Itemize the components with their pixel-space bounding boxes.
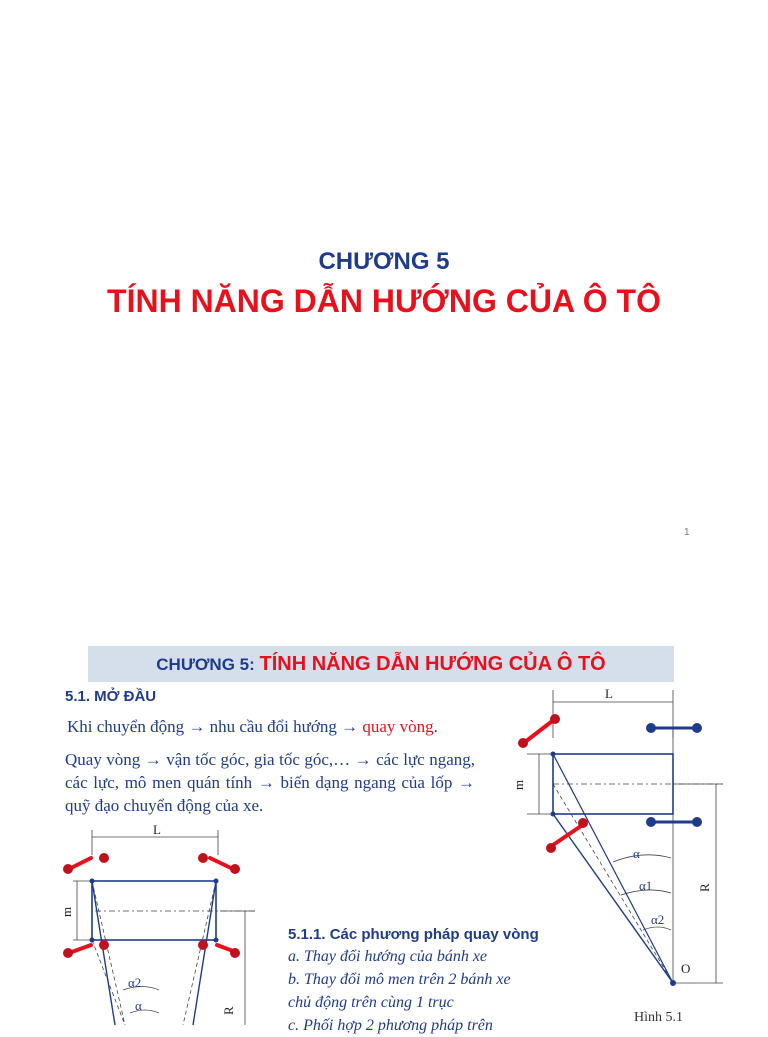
section-heading: 5.1. MỞ ĐẦU	[65, 688, 157, 705]
method-item: c. Phối hợp 2 phương pháp trên	[288, 1017, 493, 1034]
body-paragraph: Quay vòng → vận tốc góc, gia tốc góc,… → các lực ngang, các lực, mô men quán tính → biến dạng ngang của lốp → quỹ đạo chuyển động của xe.	[65, 750, 475, 815]
label-L: L	[605, 686, 613, 701]
method-item: b. Thay đổi mô men trên 2 bánh xe	[288, 971, 511, 988]
label-alpha2: α2	[128, 975, 142, 990]
slide-banner	[88, 646, 674, 682]
label-m: m	[511, 779, 526, 790]
figure-caption: Hình 5.1	[634, 1010, 683, 1025]
subsection-heading: 5.1.1. Các phương pháp quay vòng	[288, 926, 539, 943]
method-item: a. Thay đổi hướng của bánh xe	[288, 948, 488, 965]
label-R: R	[221, 1006, 236, 1015]
steering-diagram-left	[55, 822, 255, 1025]
label-R: R	[697, 883, 712, 892]
label-alpha1: α1	[639, 878, 653, 893]
intro-end: .	[433, 717, 438, 736]
chapter-label: CHƯƠNG 5	[318, 248, 450, 275]
intro-text: Khi chuyển động → nhu cầu đổi hướng →	[67, 717, 363, 736]
intro-paragraph	[67, 717, 438, 737]
label-m: m	[59, 906, 74, 917]
intro-highlight: quay vòng	[362, 717, 434, 736]
methods-list	[288, 945, 511, 1037]
steering-diagram-right	[511, 686, 733, 990]
label-alpha2: α2	[651, 912, 665, 927]
page-number: 1	[684, 527, 690, 538]
method-item: chủ động trên cùng 1 trục	[288, 994, 454, 1011]
content-slide	[0, 590, 768, 1034]
label-L: L	[153, 822, 161, 837]
label-alpha: α	[135, 998, 142, 1013]
chapter-title: TÍNH NĂNG DẪN HƯỚNG CỦA Ô TÔ	[107, 283, 661, 319]
banner-title: TÍNH NĂNG DẪN HƯỚNG CỦA Ô TÔ	[259, 653, 606, 675]
banner-prefix: CHƯƠNG 5:	[156, 655, 260, 674]
label-O: O	[681, 961, 691, 976]
label-alpha: α	[633, 846, 640, 861]
